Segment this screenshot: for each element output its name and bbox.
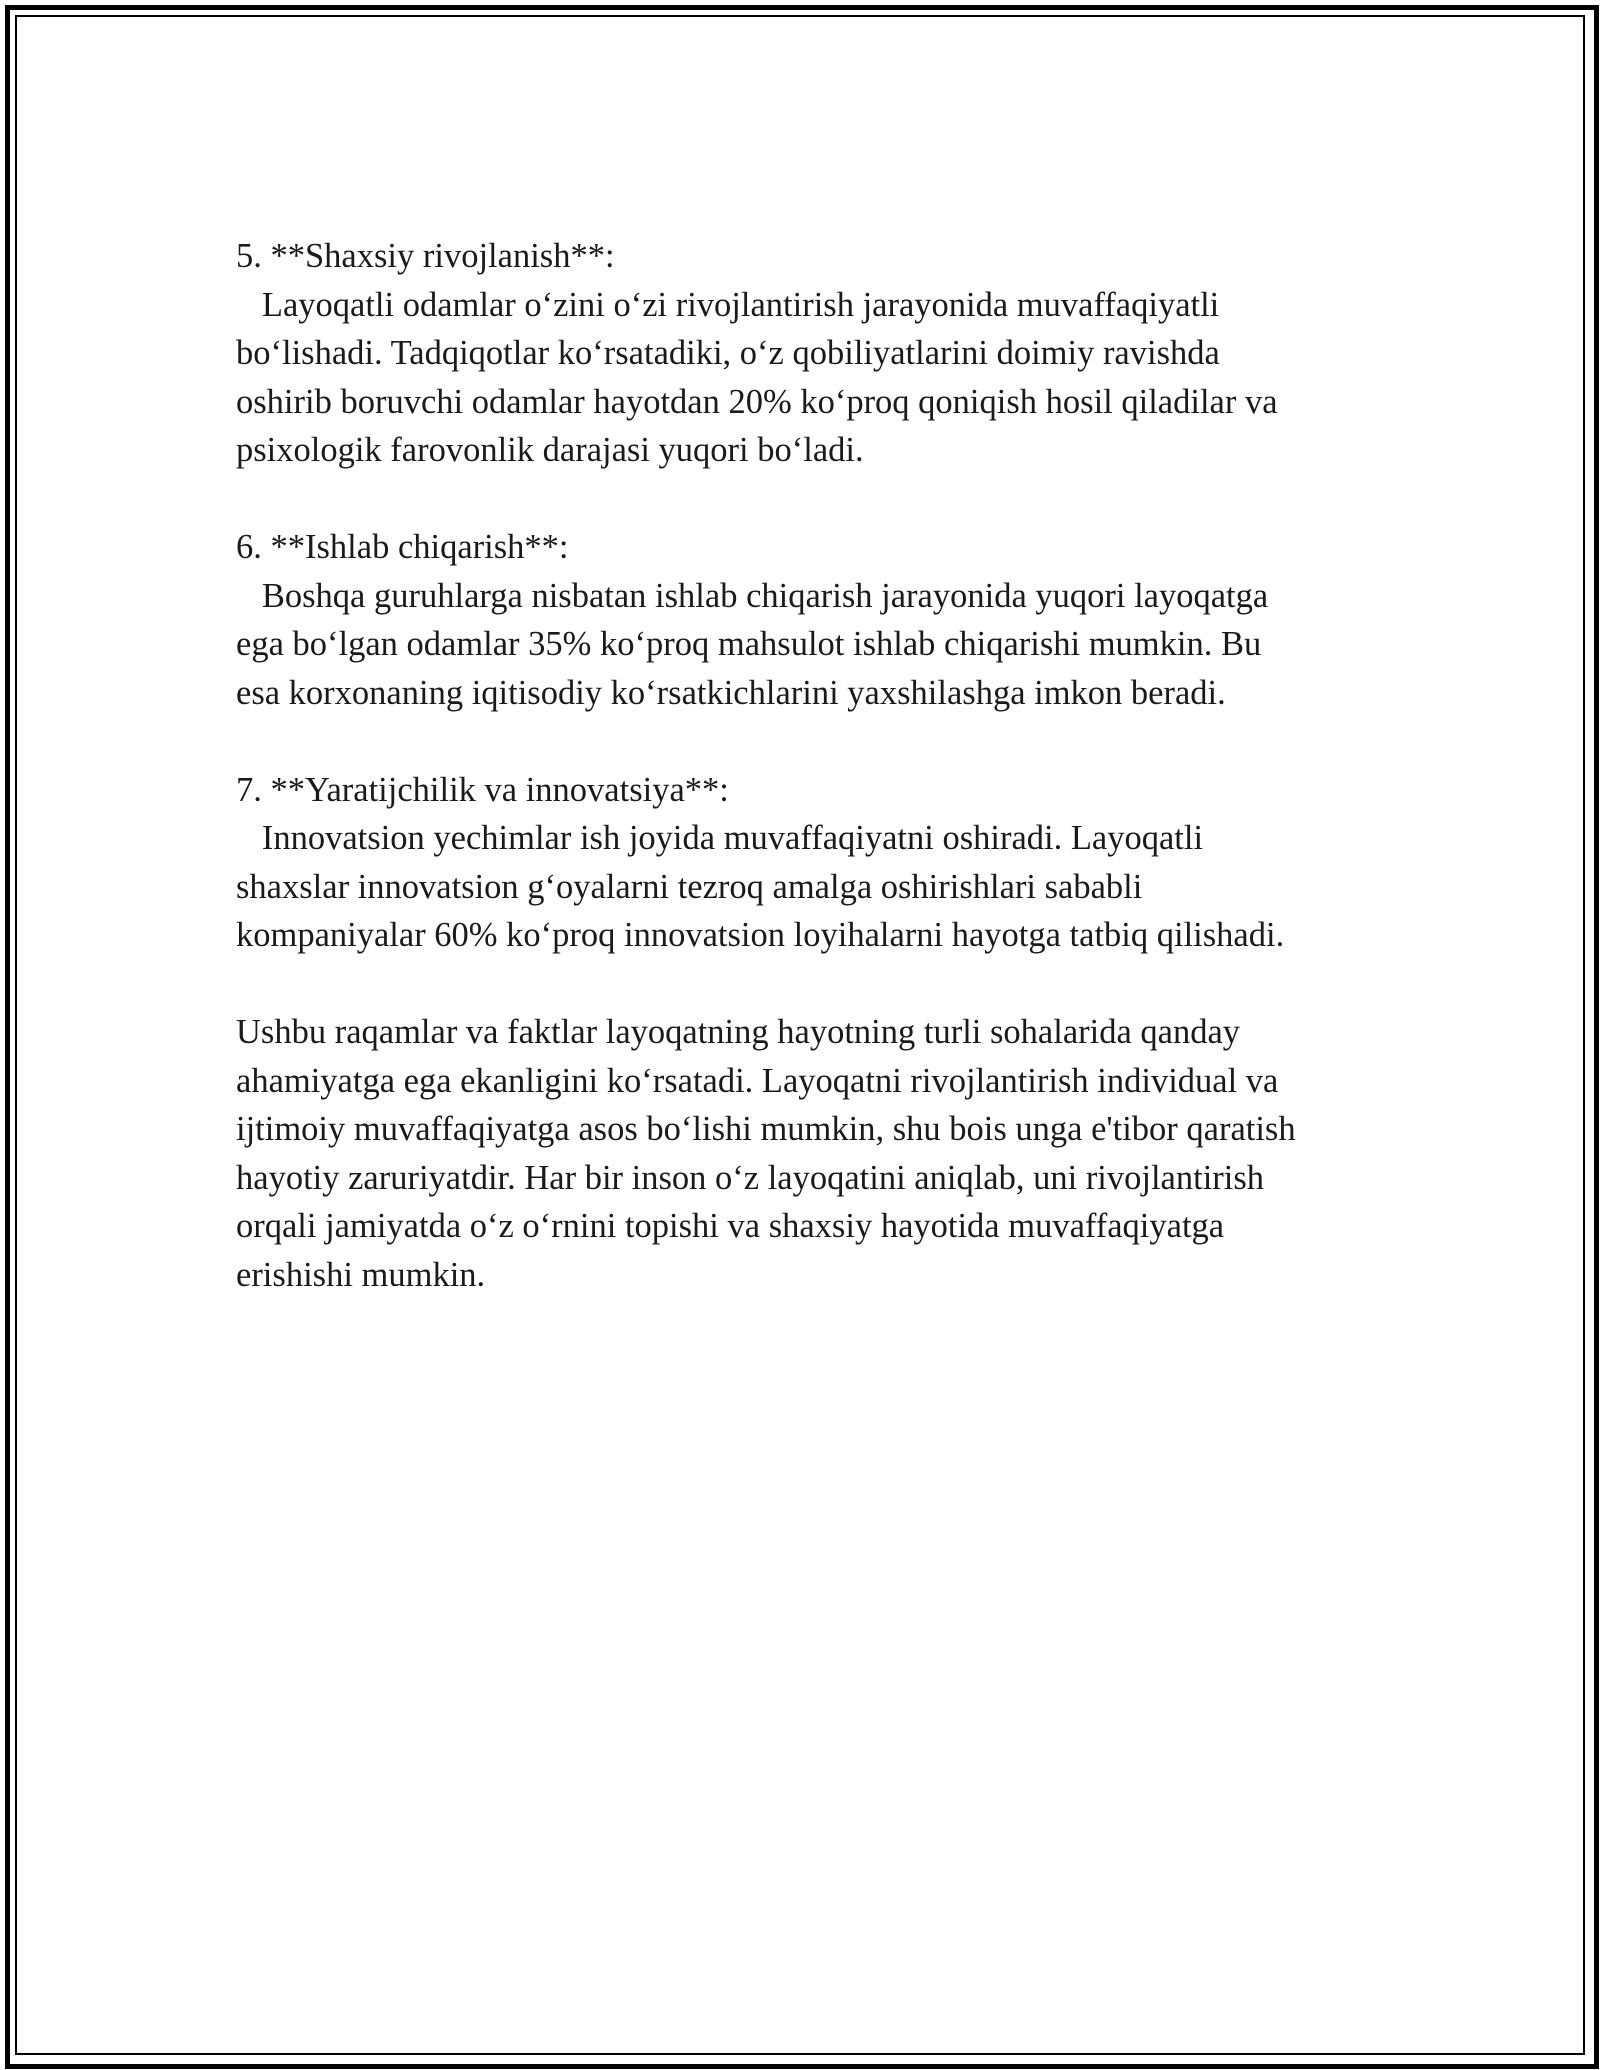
section-heading: 7. **Yaratijchilik va innovatsiya**:: [236, 770, 729, 809]
paragraph-line: Innovatsion yechimlar ish joyida muvaffaqiyatni oshiradi. Layoqatli: [236, 819, 1204, 857]
paragraph-line: ijtimoiy muvaffaqiyatga asos bo‘lishi mumkin, shu bois unga e'tibor qaratish: [236, 1110, 1296, 1148]
paragraph-line: kompaniyalar 60% ko‘proq innovatsion loyihalarni hayotga tatbiq qilishadi.: [236, 916, 1285, 954]
section-heading: 6. **Ishlab chiqarish**:: [236, 528, 569, 566]
paragraph-line: bo‘lishadi. Tadqiqotlar ko‘rsatadiki, o‘z qobiliyatlarini doimiy ravishda: [236, 334, 1220, 372]
paragraph-line: erishishi mumkin.: [236, 1255, 486, 1294]
paragraph-line: esa korxonaning iqitisodiy ko‘rsatkichlarini yaxshilashga imkon beradi.: [236, 673, 1226, 712]
paragraph-line: Layoqatli odamlar o‘zini o‘zi rivojlantirish jarayonida muvaffaqiyatli: [236, 285, 1220, 324]
paragraph-line: ega bo‘lgan odamlar 35% ko‘proq mahsulot ishlab chiqarishi mumkin. Bu: [236, 625, 1262, 663]
section-yaratijchilik-innovatsiya: [236, 766, 1376, 960]
section-shaxsiy-rivojlanish: [236, 232, 1376, 475]
paragraph-line: orqali jamiyatda o‘z o‘rnini topishi va shaxsiy hayotida muvaffaqiyatga: [236, 1207, 1225, 1245]
section-heading: 5. **Shaxsiy rivojlanish**:: [236, 237, 615, 275]
paragraph-line: Ushbu raqamlar va faktlar layoqatning hayotning turli sohalarida qanday: [236, 1013, 1241, 1051]
document-body: [236, 232, 1376, 1348]
section-ishlab-chiqarish: [236, 523, 1376, 717]
paragraph-line: oshirib boruvchi odamlar hayotdan 20% ko‘proq qoniqish hosil qiladilar va: [236, 382, 1278, 421]
paragraph-line: psixologik farovonlik darajasi yuqori bo‘ladi.: [236, 431, 864, 469]
conclusion-paragraph: [236, 1008, 1376, 1299]
paragraph-line: ahamiyatga ega ekanligini ko‘rsatadi. Layoqatni rivojlantirish individual va: [236, 1061, 1279, 1100]
paragraph-line: shaxslar innovatsion g‘oyalarni tezroq amalga oshirishlari sababli: [236, 867, 1143, 906]
paragraph-line: Boshqa guruhlarga nisbatan ishlab chiqarish jarayonida yuqori layoqatga: [236, 576, 1269, 615]
paragraph-line: hayotiy zaruriyatdir. Har bir inson o‘z layoqatini aniqlab, uni rivojlantirish: [236, 1158, 1265, 1197]
